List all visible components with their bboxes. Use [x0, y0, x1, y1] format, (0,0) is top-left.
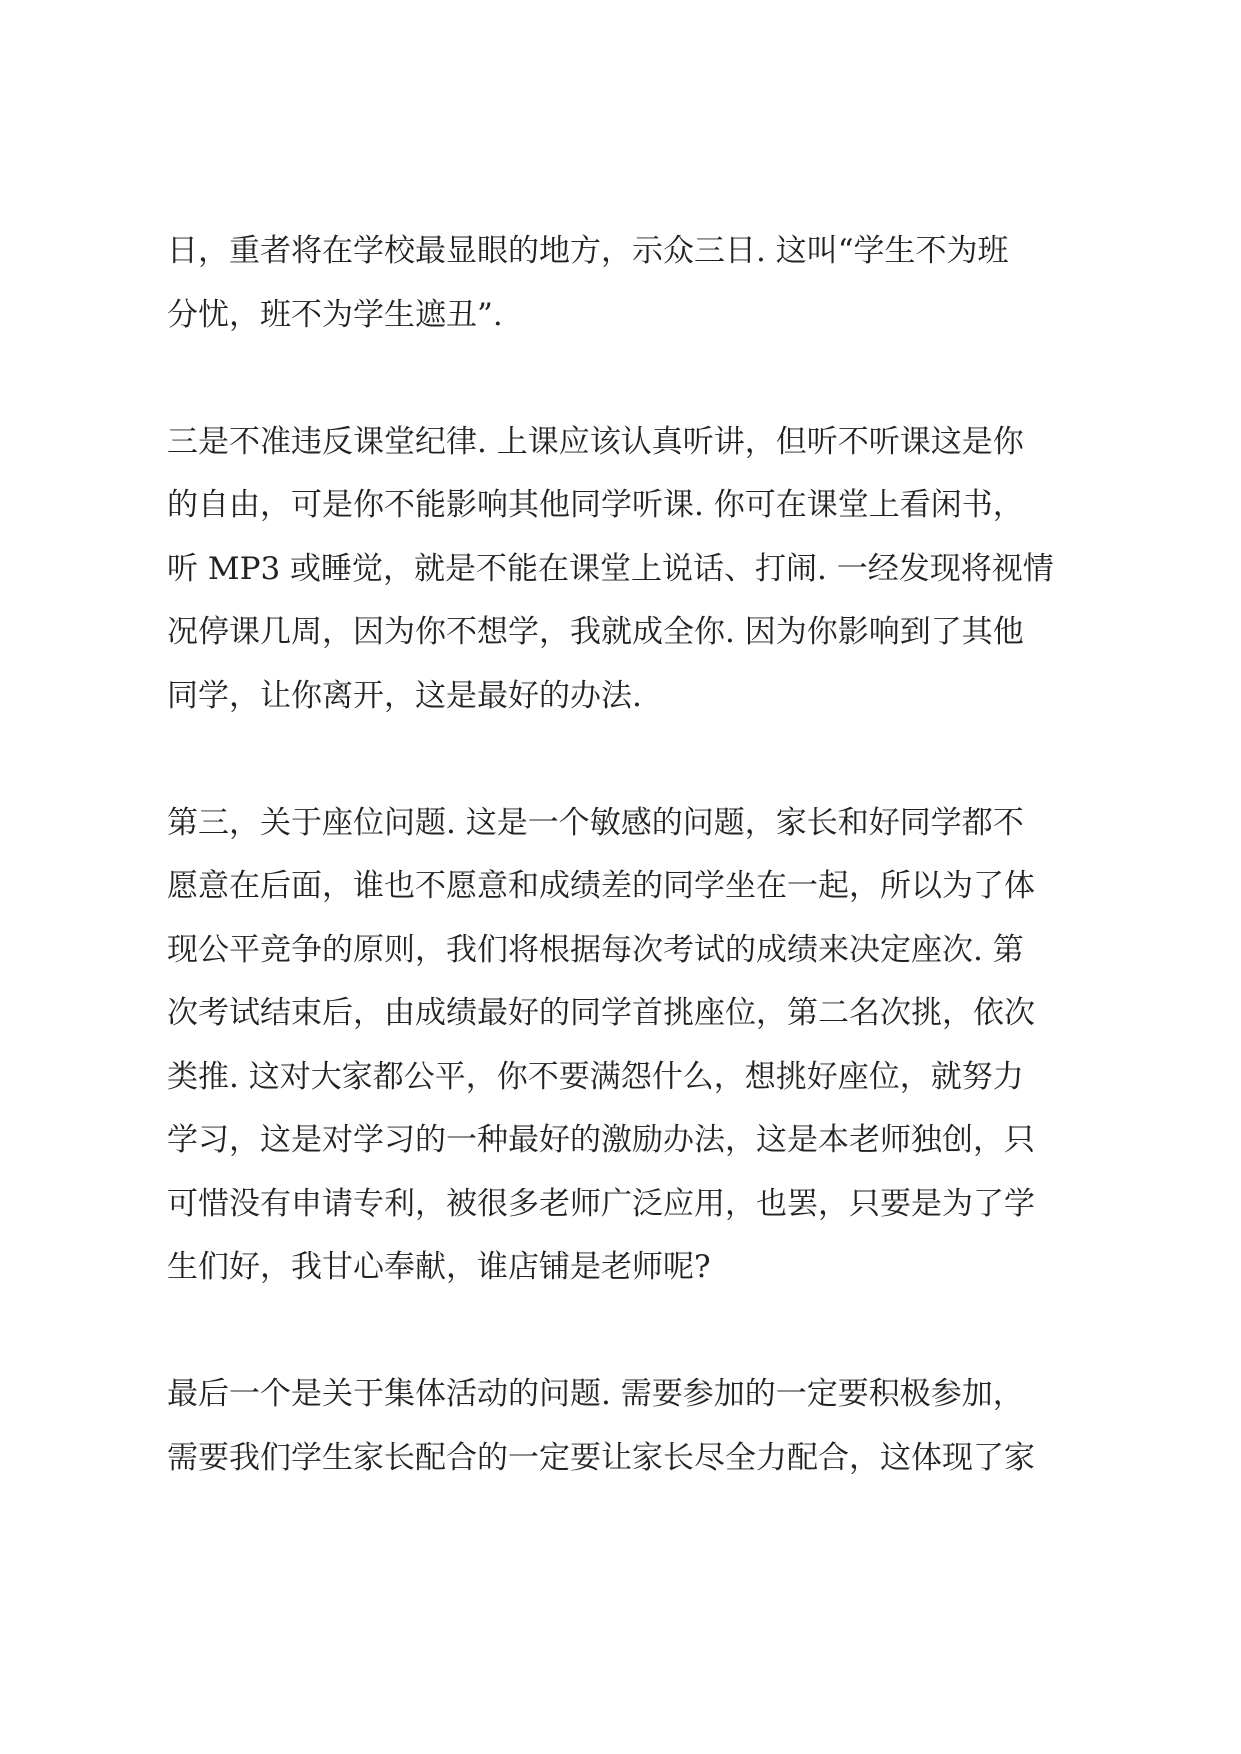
text-line: 学习，这是对学习的一种最好的激励办法，这是本老师独创，只	[167, 1122, 1035, 1158]
text-line: 愿意在后面，谁也不愿意和成绩差的同学坐在一起，所以为了体	[167, 868, 1035, 904]
paragraph-1	[167, 220, 1087, 347]
text-line: 类推. 这对大家都公平，你不要满怨什么，想挑好座位，就努力	[167, 1058, 1024, 1095]
text-line: 三是不准违反课堂纪律. 上课应该认真听讲，但听不听课这是你	[167, 423, 1024, 460]
paragraph-2	[167, 411, 1087, 729]
text-line: 同学，让你离开，这是最好的办法.	[167, 677, 642, 714]
text-line: 需要我们学生家长配合的一定要让家长尽全力配合，这体现了家	[167, 1439, 1035, 1476]
text-line: 最后一个是关于集体活动的问题. 需要参加的一定要积极参加，	[167, 1376, 1024, 1412]
text-line: 生们好，我甘心奉献，谁店铺是老师呢?	[167, 1249, 711, 1285]
text-line: 分忧，班不为学生遮丑”.	[167, 296, 503, 333]
paragraph-gap	[167, 347, 1087, 411]
paragraph-4	[167, 1363, 1087, 1490]
text-line: 的自由，可是你不能影响其他同学听课. 你可在课堂上看闲书，	[167, 487, 1024, 523]
paragraph-gap	[167, 728, 1087, 792]
paragraph-gap	[167, 1300, 1087, 1364]
document-body	[167, 220, 1087, 1490]
text-line: 日，重者将在学校最显眼的地方，示众三日. 这叫“学生不为班	[167, 233, 1009, 269]
text-line: 第三，关于座位问题. 这是一个敏感的问题，家长和好同学都不	[167, 804, 1024, 841]
text-line: 听 MP3 或睡觉，就是不能在课堂上说话、打闹. 一经发现将视情	[167, 550, 1054, 587]
text-line: 次考试结束后，由成绩最好的同学首挑座位，第二名次挑，依次	[167, 995, 1035, 1031]
text-line: 可惜没有申请专利，被很多老师广泛应用，也罢，只要是为了学	[167, 1185, 1035, 1222]
text-line: 现公平竞争的原则，我们将根据每次考试的成绩来决定座次. 第	[167, 931, 1024, 968]
paragraph-3	[167, 792, 1087, 1300]
text-line: 况停课几周，因为你不想学，我就成全你. 因为你影响到了其他	[167, 614, 1024, 650]
